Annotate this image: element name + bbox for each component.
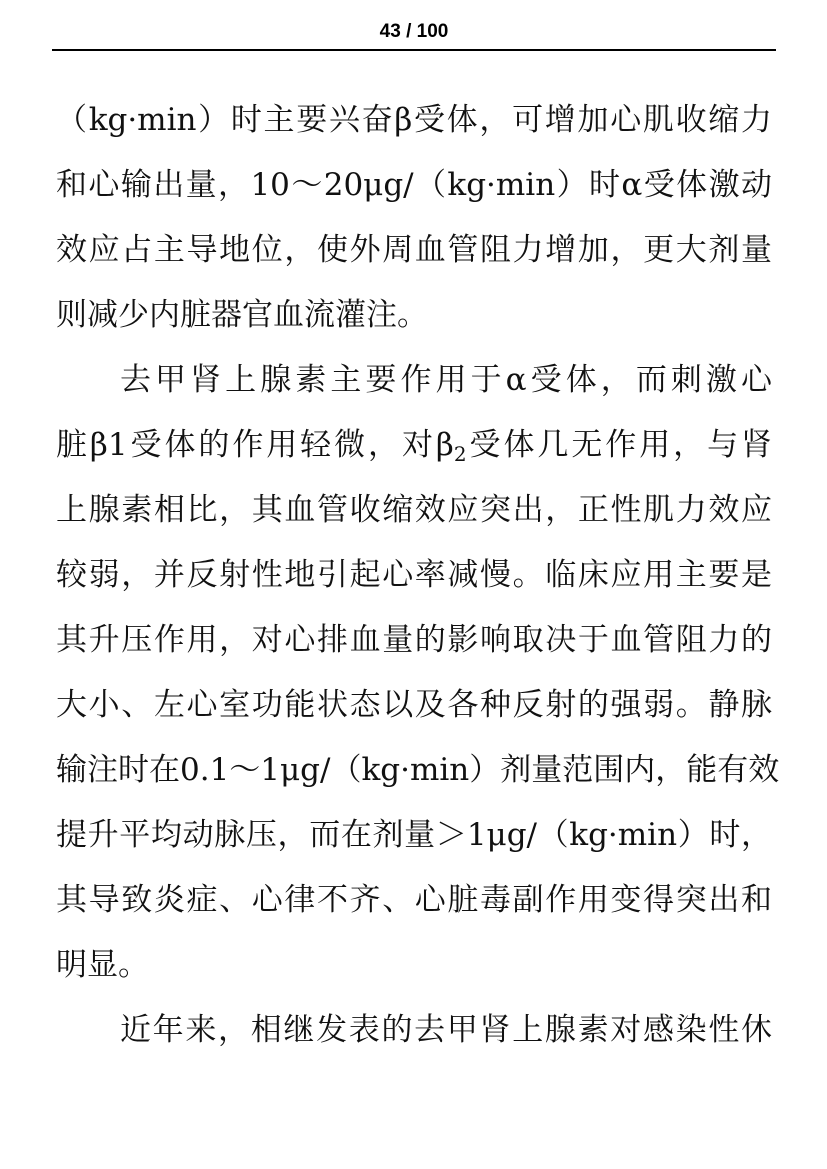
text-line: 其升压作用，对心排血量的影响取决于血管阻力的	[56, 622, 772, 658]
text-line: 上腺素相比，其血管收缩效应突出，正性肌力效应	[56, 492, 772, 528]
paragraph	[56, 998, 772, 1063]
text-line: 大小、左心室功能状态以及各种反射的强弱。静脉	[56, 687, 772, 723]
text-line: 输注时在0.1～1μg/（kg·min）剂量范围内，能有效	[56, 752, 780, 788]
text-line: 则减少内脏器官血流灌注。	[56, 297, 428, 333]
text-line: 明显。	[56, 947, 149, 983]
text-line: 提升平均动脉压，而在剂量＞1μg/（kg·min）时，	[56, 817, 772, 853]
page-number: 43 / 100	[379, 21, 449, 42]
text-segment: 受体几无作用，与肾	[466, 427, 773, 463]
paragraph	[56, 348, 780, 998]
text-line: （kg·min）时主要兴奋β受体，可增加心肌收缩力	[56, 102, 772, 138]
page-header	[52, 18, 776, 51]
text-line: 近年来，相继发表的去甲肾上腺素对感染性休	[120, 1012, 772, 1048]
text-line	[56, 413, 772, 478]
text-line: 去甲肾上腺素主要作用于α受体，而刺激心	[120, 362, 772, 398]
document-body	[56, 88, 780, 1063]
text-line: 其导致炎症、心律不齐、心脏毒副作用变得突出和	[56, 882, 772, 918]
text-segment: 脏β1受体的作用轻微，对β	[56, 427, 454, 463]
subscript: 2	[453, 442, 467, 466]
paragraph	[56, 88, 772, 348]
text-line: 效应占主导地位，使外周血管阻力增加，更大剂量	[56, 232, 772, 268]
text-line: 较弱，并反射性地引起心率减慢。临床应用主要是	[56, 557, 772, 593]
text-line: 和心输出量，10～20μg/（kg·min）时α受体激动	[56, 167, 772, 203]
